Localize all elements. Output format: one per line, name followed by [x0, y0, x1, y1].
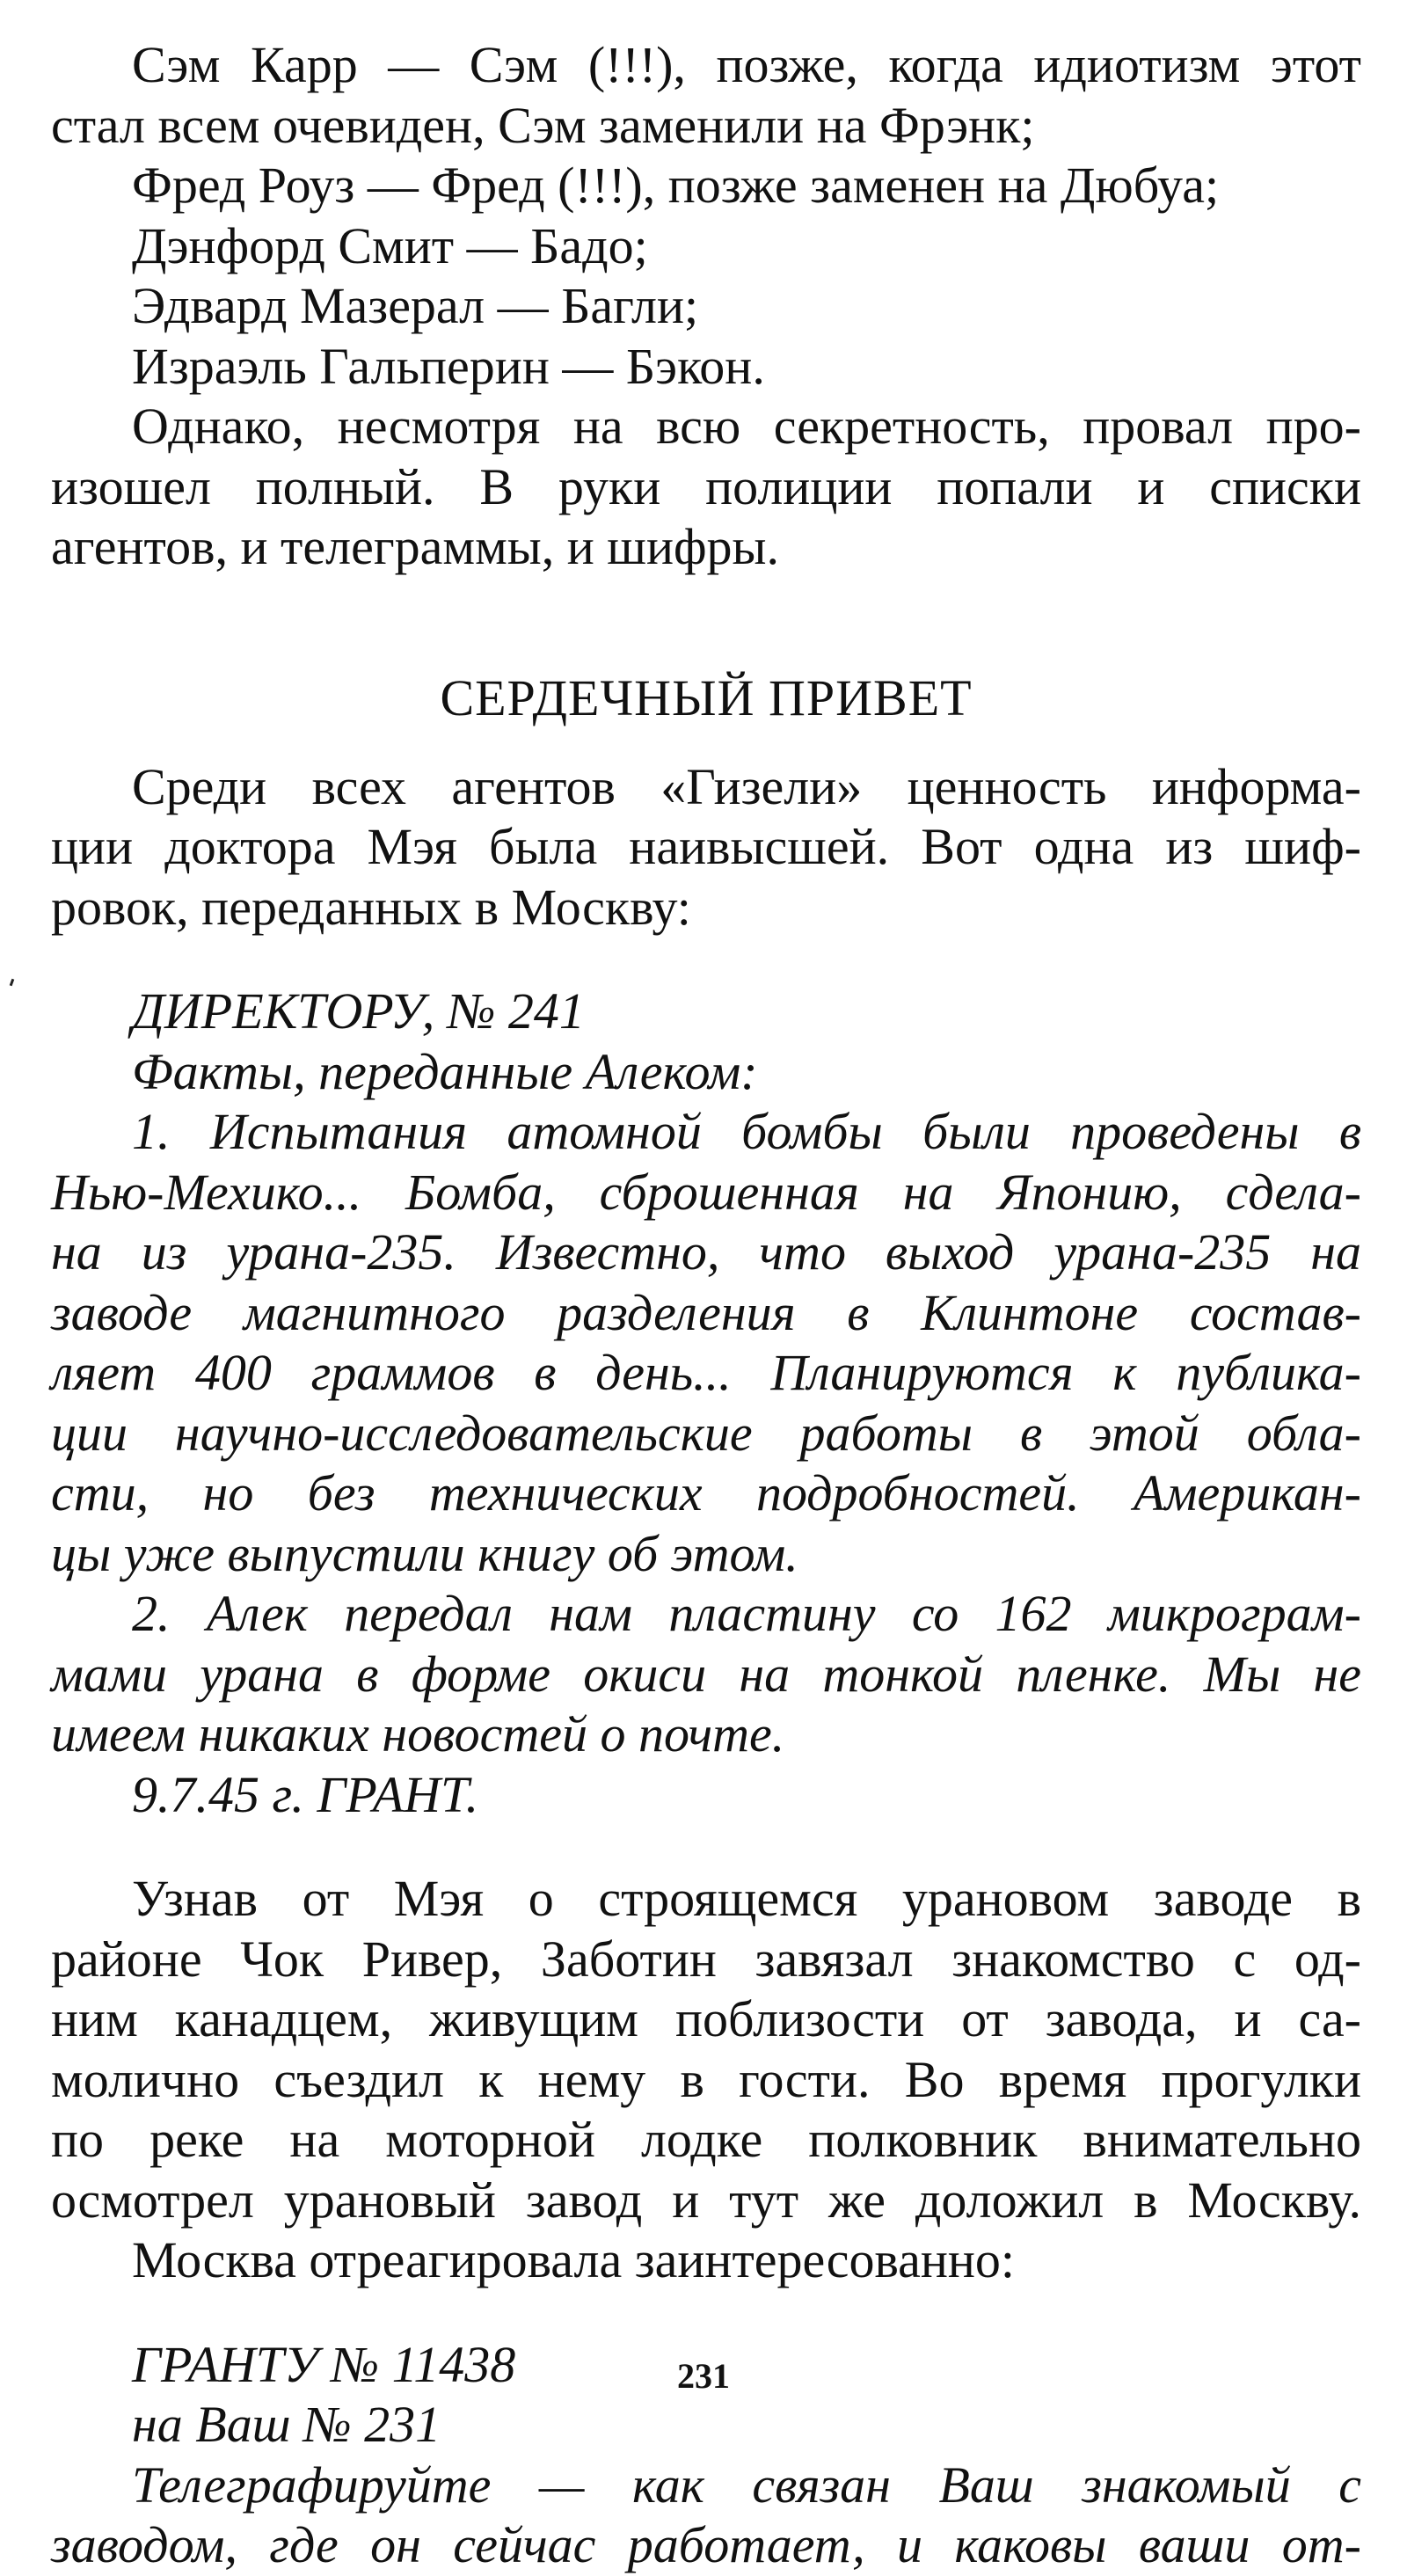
text-line: цы уже выпустили книгу об этом.	[51, 1524, 798, 1582]
text-line: ляет 400 граммов в день... Планируются к публика-	[51, 1344, 1361, 1401]
text-line: молично съездил к нему в гости. Во время прогулки	[51, 2050, 1361, 2108]
text-line: на из урана-235. Известно, что выход урана-235 на	[51, 1223, 1361, 1281]
telegram-header: ГРАНТУ № 11438	[132, 2335, 516, 2393]
page-number: 231	[677, 2356, 730, 2396]
section-heading: СЕРДЕЧНЫЙ ПРИВЕТ	[440, 668, 973, 726]
text-line: агентов, и телеграммы, и шифры.	[51, 518, 780, 575]
text-line: ции доктора Мэя была наивысшей. Вот одна из шиф-	[51, 818, 1361, 875]
text-line: 1. Испытания атомной бомбы были проведены в	[132, 1103, 1361, 1160]
text-line: Факты, переданные Алеком:	[132, 1042, 758, 1100]
text-line: на Ваш № 231	[132, 2396, 441, 2453]
text-line: Эдвард Мазерал — Багли;	[132, 277, 699, 334]
text-line: изошел полный. В руки полиции попали и списки	[51, 457, 1361, 515]
text-line: стал всем очевиден, Сэм заменили на Фрэнк;	[51, 96, 1035, 154]
text-line: по реке на моторной лодке полковник внимательно	[51, 2111, 1361, 2168]
text-line: заводе магнитного разделения в Клинтоне состав-	[51, 1283, 1361, 1341]
text-line: Москва отреагировала заинтересованно:	[132, 2231, 1016, 2288]
intro-paragraph	[51, 757, 1361, 938]
text-line: Сэм Карр — Сэм (!!!), позже, когда идиотизм этот	[132, 36, 1361, 93]
text-line: мами урана в форме окиси на тонкой пленке. Мы не	[51, 1645, 1361, 1703]
page-body	[51, 35, 1361, 2576]
aliases-block	[51, 35, 1361, 578]
telegram-header: ДИРЕКТОРУ, № 241	[132, 982, 585, 1040]
text-line: ровок, переданных в Москву:	[51, 878, 691, 936]
telegram-to-director	[51, 982, 1361, 1825]
text-line: ним канадцем, живущим поблизости от завода, и са-	[51, 1990, 1361, 2047]
text-line: Однако, несмотря на всю секретность, провал про-	[132, 398, 1361, 455]
text-line: заводом, где он сейчас работает, и каковы ваши от-	[51, 2516, 1361, 2573]
text-line: 2. Алек передал нам пластину со 162 микрограм-	[132, 1585, 1361, 1642]
text-line: осмотрел урановый завод и тут же доложил в Москву.	[51, 2171, 1361, 2229]
text-line: Узнав от Мэя о строящемся урановом заводе в	[132, 1870, 1361, 1927]
text-line: имеем никаких новостей о почте.	[51, 1705, 785, 1762]
narrative-paragraph	[51, 1869, 1361, 2291]
text-line: ции научно-исследовательские работы в этой обла-	[51, 1404, 1361, 1462]
text-line: Дэнфорд Смит — Бадо;	[132, 216, 648, 274]
text-line: Среди всех агентов «Гизели» ценность информа-	[132, 757, 1361, 815]
text-line: сти, но без технических подробностей. Американ-	[51, 1464, 1361, 1522]
margin-mark	[10, 979, 15, 987]
text-line: Нью-Мехико... Бомба, сброшенная на Японию, сдела-	[51, 1163, 1361, 1221]
text-line: Телеграфируйте — как связан Ваш знакомый с	[132, 2456, 1361, 2514]
telegram-signature: 9.7.45 г. ГРАНТ.	[132, 1765, 479, 1823]
text-line: районе Чок Ривер, Заботин завязал знакомство с од-	[51, 1930, 1361, 1988]
text-line: Израэль Гальперин — Бэкон.	[132, 337, 765, 395]
text-line: Фред Роуз — Фред (!!!), позже заменен на Дюбуа;	[132, 157, 1220, 214]
